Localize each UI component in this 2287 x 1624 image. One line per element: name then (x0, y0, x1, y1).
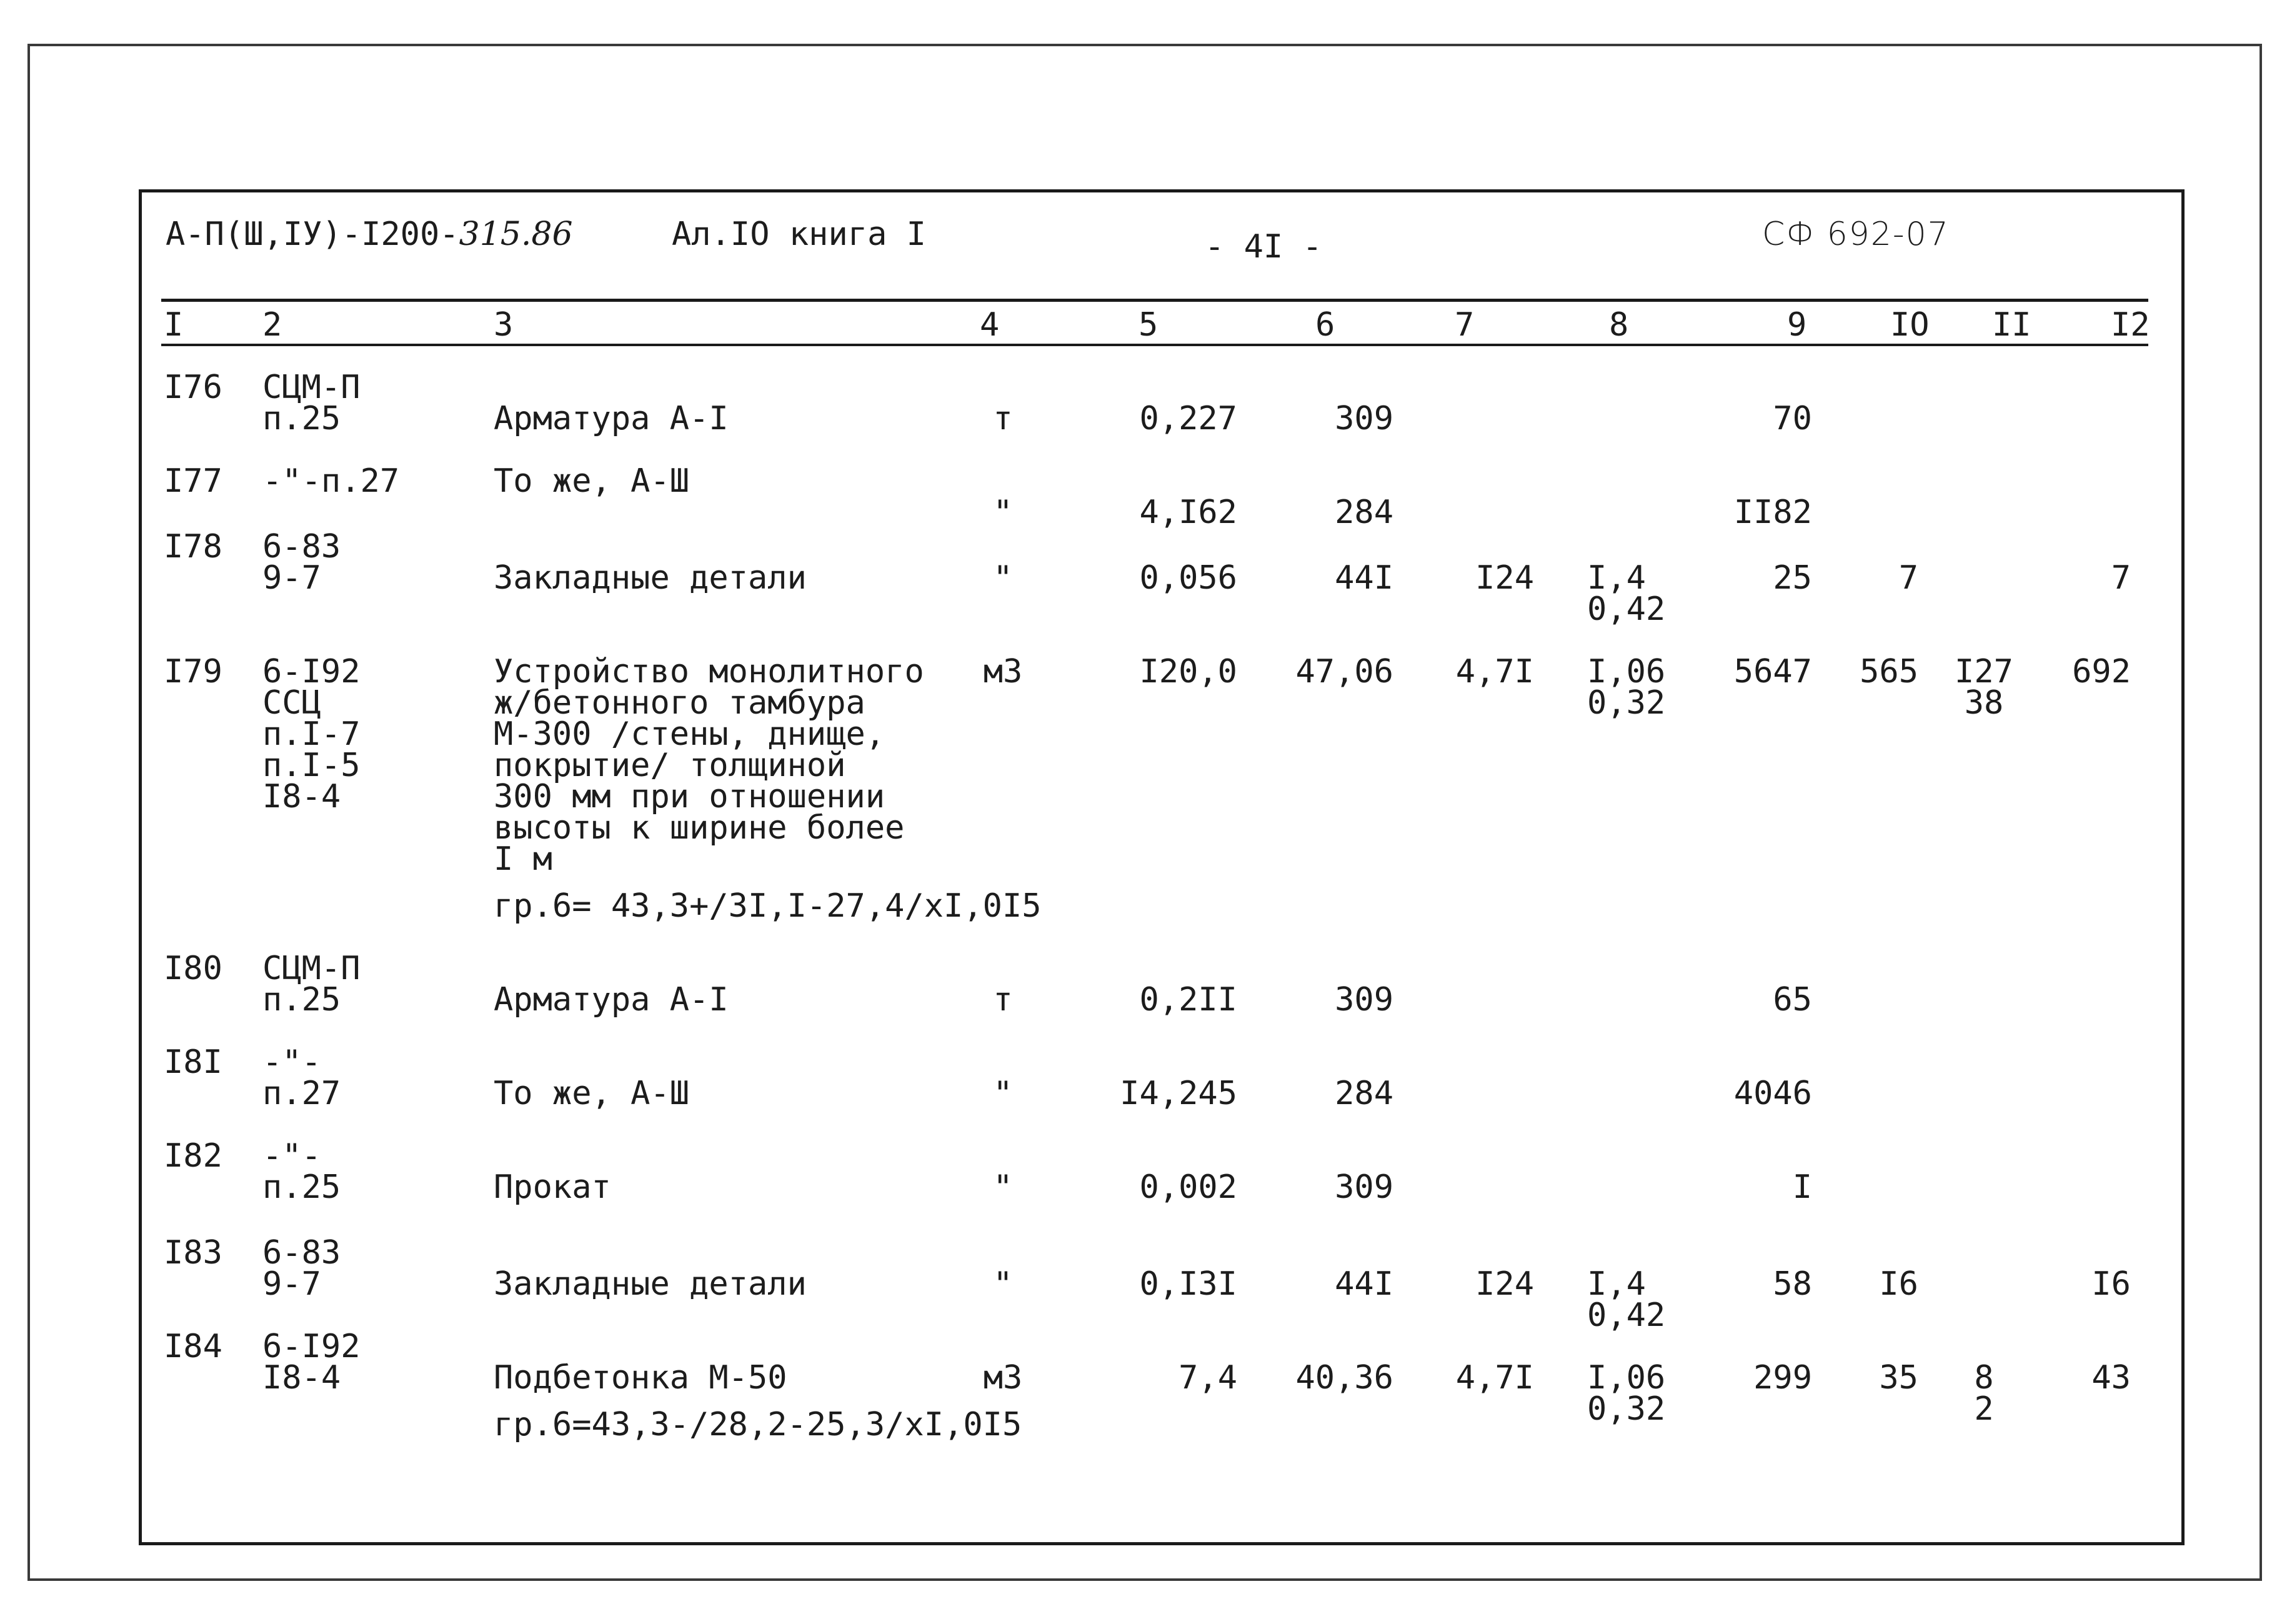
column-number-8: 8 (1609, 306, 1629, 344)
row-col10: I6 (1879, 1265, 1918, 1303)
row-quantity: 4,I62 (1139, 494, 1237, 531)
row-basis: -"- п.25 (262, 1137, 341, 1206)
row-name: Арматура А-I (494, 400, 729, 437)
row-col11: I27 38 (1955, 653, 2013, 722)
row-col9: 299 (1753, 1359, 1812, 1397)
row-col12: 7 (2111, 559, 2131, 597)
row-basis: 6-83 9-7 (262, 1234, 341, 1303)
row-col9: 4046 (1733, 1075, 1812, 1112)
row-unit: " (993, 1265, 1013, 1303)
document-code-handwritten: 315.86 (459, 216, 573, 253)
row-col7: I24 (1475, 1265, 1534, 1303)
row-basis: СЦМ-П п.25 (262, 950, 361, 1019)
row-col6: 309 (1335, 981, 1393, 1019)
row-col11: 8 2 (1974, 1359, 1994, 1428)
table-rule-top (161, 299, 2148, 302)
row-unit: т (993, 981, 1013, 1019)
album-label: Ал.IО книга I (672, 216, 926, 253)
row-col6: 40,36 (1295, 1359, 1393, 1397)
row-number: I76 (164, 369, 222, 406)
row-number: I84 (164, 1328, 222, 1365)
row-quantity: I4,245 (1120, 1075, 1237, 1112)
row-number: I8I (164, 1044, 222, 1081)
row-col12: I6 (2091, 1265, 2131, 1303)
row-unit: м3 (983, 653, 1023, 690)
row-col6: 47,06 (1295, 653, 1393, 690)
row-col8: I,4 0,42 (1587, 1265, 1666, 1334)
row-formula-note: гр.6= 43,3+/3I,I-27,4/хI,0I5 (494, 887, 1042, 925)
row-unit: м3 (983, 1359, 1023, 1397)
table-rule-bottom (161, 344, 2148, 346)
row-col6: 44I (1335, 1265, 1393, 1303)
row-formula-note: гр.6=43,3-/28,2-25,3/хI,0I5 (494, 1406, 1022, 1443)
row-basis: -"-п.27 (262, 462, 400, 500)
row-number: I77 (164, 462, 222, 500)
row-number: I80 (164, 950, 222, 987)
column-number-4: 4 (980, 306, 1000, 344)
row-col9: 65 (1773, 981, 1812, 1019)
column-number-3: 3 (494, 306, 514, 344)
column-number-2: 2 (262, 306, 282, 344)
row-quantity: 0,2II (1139, 981, 1237, 1019)
row-col10: 565 (1860, 653, 1918, 690)
row-name: Подбетонка М-50 (494, 1359, 787, 1397)
column-number-11: II (1992, 306, 2031, 344)
row-unit: т (993, 400, 1013, 437)
row-col7: 4,7I (1455, 653, 1534, 690)
row-name: То же, А-Ш (494, 1075, 690, 1112)
row-unit: " (993, 1168, 1013, 1206)
row-col6: 309 (1335, 1168, 1393, 1206)
document-code-printed: А-П(Ш,IУ)-I200- (166, 216, 459, 253)
row-basis: 6-I92 I8-4 (262, 1328, 361, 1397)
page-number: - 4I - (1205, 228, 1322, 266)
row-col12: 692 (2072, 653, 2131, 690)
row-number: I82 (164, 1137, 222, 1175)
row-unit: " (993, 1075, 1013, 1112)
row-col9: II82 (1733, 494, 1812, 531)
row-col7: 4,7I (1455, 1359, 1534, 1397)
column-number-5: 5 (1139, 306, 1158, 344)
column-number-7: 7 (1455, 306, 1475, 344)
row-col6: 284 (1335, 1075, 1393, 1112)
row-quantity: 0,002 (1139, 1168, 1237, 1206)
column-number-12: I2 (2111, 306, 2150, 344)
row-col9: 70 (1773, 400, 1812, 437)
row-col6: 44I (1335, 559, 1393, 597)
document-code (166, 216, 573, 253)
row-col6: 309 (1335, 400, 1393, 437)
column-number-9: 9 (1787, 306, 1807, 344)
row-col10: 35 (1879, 1359, 1918, 1397)
row-col7: I24 (1475, 559, 1534, 597)
row-col9: I (1792, 1168, 1812, 1206)
row-basis: СЦМ-П п.25 (262, 369, 361, 437)
row-col12: 43 (2091, 1359, 2131, 1397)
column-number-10: IО (1890, 306, 1930, 344)
row-col8: I,06 0,32 (1587, 653, 1666, 722)
row-name: Прокат (494, 1168, 611, 1206)
row-number: I83 (164, 1234, 222, 1272)
row-number: I79 (164, 653, 222, 690)
row-name: Арматура А-I (494, 981, 729, 1019)
row-quantity: 7,4 (1178, 1359, 1237, 1397)
row-name: Устройство монолитного ж/бетонного тамбура М-300 /стены, днище, покрытие/ толщиной 300 мм при отношении высоты к ширине более I м (494, 653, 924, 878)
row-col9: 25 (1773, 559, 1812, 597)
row-basis: 6-I92 ССЦ п.I-7 п.I-5 I8-4 (262, 653, 361, 815)
row-col6: 284 (1335, 494, 1393, 531)
row-quantity: I20,0 (1139, 653, 1237, 690)
row-quantity: 0,227 (1139, 400, 1237, 437)
row-name: Закладные детали (494, 559, 807, 597)
row-name: То же, А-Ш (494, 462, 690, 500)
row-unit: " (993, 494, 1013, 531)
row-unit: " (993, 559, 1013, 597)
row-col10: 7 (1898, 559, 1918, 597)
row-quantity: 0,I3I (1139, 1265, 1237, 1303)
column-number-1: I (164, 306, 184, 344)
row-col8: I,4 0,42 (1587, 559, 1666, 628)
column-number-6: 6 (1315, 306, 1335, 344)
row-number: I78 (164, 528, 222, 565)
row-col8: I,06 0,32 (1587, 1359, 1666, 1428)
row-col9: 58 (1773, 1265, 1812, 1303)
row-basis: -"- п.27 (262, 1044, 341, 1112)
row-name: Закладные детали (494, 1265, 807, 1303)
row-col9: 5647 (1733, 653, 1812, 690)
row-basis: 6-83 9-7 (262, 528, 341, 597)
sheet-number: СФ 692-07 (1762, 216, 1950, 253)
row-quantity: 0,056 (1139, 559, 1237, 597)
